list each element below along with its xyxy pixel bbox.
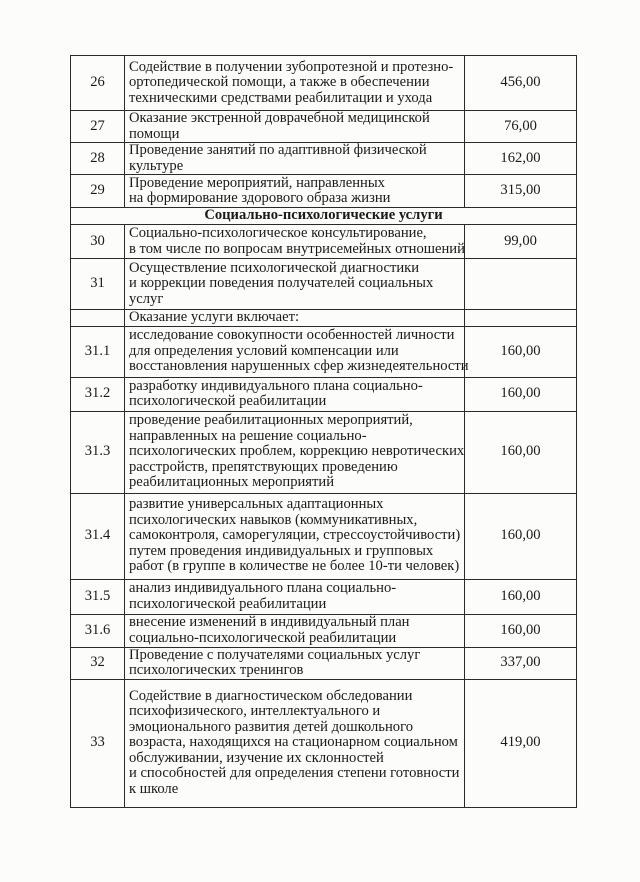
table-row: [71, 225, 577, 259]
description-line: возраста, находящихся на стационарном социальном: [129, 734, 458, 751]
service-price: 419,00: [465, 679, 577, 807]
service-price: 160,00: [465, 579, 577, 614]
service-price: 456,00: [465, 56, 577, 111]
description-line: внесение изменений в индивидуальный план: [129, 614, 410, 630]
table-row: [71, 647, 577, 679]
row-number: 29: [71, 175, 125, 208]
description-line: восстановления нарушенных сфер жизнедеятельности: [129, 358, 469, 375]
service-description: [125, 377, 465, 411]
description-line: и способностей для определения степени готовности: [129, 765, 460, 782]
row-number: 31.2: [71, 377, 125, 411]
description-line: обслуживании, изучение их склонностей: [129, 749, 384, 766]
row-number: 32: [71, 647, 125, 679]
service-price: 160,00: [465, 377, 577, 411]
service-description: [125, 259, 465, 310]
description-line: к школе: [129, 780, 179, 797]
description-line: проведение реабилитационных мероприятий,: [129, 412, 413, 429]
description-line: расстройств, препятствующих проведению: [129, 458, 398, 475]
service-description: [125, 175, 465, 208]
table-row: [71, 377, 577, 411]
row-number: 31: [71, 259, 125, 310]
description-line: ортопедической помощи, а также в обеспечении: [129, 74, 430, 91]
description-line: психологических тренингов: [129, 662, 304, 678]
table-row: [71, 411, 577, 493]
description-line: Проведение мероприятий, направленных: [129, 174, 385, 191]
service-description: [125, 579, 465, 614]
row-number: 33: [71, 679, 125, 807]
service-description: [125, 614, 465, 647]
description-line: помощи: [129, 125, 180, 142]
description-line: анализ индивидуального плана социально-: [129, 580, 397, 596]
service-description: [125, 225, 465, 259]
description-line: психологической реабилитации: [129, 595, 327, 612]
description-line: Проведение с получателями социальных услуг: [129, 646, 421, 663]
service-description: [125, 326, 469, 377]
description-line: Социально-психологическое консультирование,: [129, 225, 427, 241]
row-number: 30: [71, 225, 125, 259]
service-price: 160,00: [465, 614, 577, 647]
section-title: Социально-психологические услуги: [71, 208, 577, 225]
row-number: 28: [71, 143, 125, 175]
row-number: 26: [71, 56, 125, 111]
service-price: 160,00: [465, 326, 577, 377]
description-line: разработку индивидуального плана социально-: [129, 377, 423, 394]
service-price: 315,00: [465, 175, 577, 208]
service-price: 160,00: [465, 411, 577, 493]
description-line: самоконтроля, саморегуляции, стрессоустойчивости): [129, 527, 461, 544]
table-row: [71, 143, 577, 175]
service-price: 162,00: [465, 143, 577, 175]
service-description: [125, 411, 465, 493]
description-line: Проведение занятий по адаптивной физической: [129, 142, 427, 158]
table-row: [71, 175, 577, 208]
description-line: на формирование здорового образа жизни: [129, 190, 391, 206]
description-line: Осуществление психологической диагностики: [129, 259, 420, 276]
description-line: работ (в группе в количестве не более 10-ти человек): [129, 558, 460, 575]
description-line: Оказание услуги включает:: [129, 309, 300, 325]
description-line: для определения условий компенсации или: [129, 342, 399, 359]
description-line: психологических навыков (коммуникативных,: [129, 511, 418, 528]
service-description: [125, 493, 465, 579]
row-number: 31.1: [71, 326, 125, 377]
service-price: 337,00: [465, 647, 577, 679]
service-price: 160,00: [465, 493, 577, 579]
description-line: эмоционального развития детей дошкольного: [129, 718, 413, 735]
table-row: [71, 614, 577, 647]
table-row: [71, 111, 577, 143]
row-number: [71, 310, 125, 327]
service-price: 76,00: [465, 111, 577, 143]
service-description: [125, 310, 465, 327]
table-row: [71, 493, 577, 579]
description-line: и коррекции поведения получателей социальных: [129, 275, 434, 292]
row-number: 31.3: [71, 411, 125, 493]
description-line: Оказание экстренной доврачебной медицинской: [129, 110, 430, 126]
service-description: [125, 143, 465, 175]
description-line: психологических проблем, коррекцию невротических: [129, 443, 465, 460]
service-description: [125, 679, 465, 807]
description-line: развитие универсальных адаптационных: [129, 496, 384, 513]
service-description: [125, 56, 465, 111]
description-line: культуре: [129, 157, 184, 174]
description-line: в том числе по вопросам внутрисемейных отношений: [129, 240, 465, 257]
table-row: [71, 326, 577, 377]
description-line: психологической реабилитации: [129, 393, 327, 409]
service-price: [465, 310, 577, 327]
table-row: [71, 679, 577, 807]
table-row: [71, 56, 577, 111]
description-line: техническими средствами реабилитации и ухода: [129, 89, 433, 106]
description-line: услуг: [129, 290, 164, 307]
table-body: [71, 56, 577, 808]
table-row: [71, 310, 577, 327]
row-number: 31.4: [71, 493, 125, 579]
description-line: путем проведения индивидуальных и групповых: [129, 542, 434, 559]
description-line: направленных на решение социально-: [129, 427, 367, 444]
table-row: [71, 579, 577, 614]
description-line: Содействие в получении зубопротезной и протезно-: [129, 58, 454, 75]
row-number: 31.5: [71, 579, 125, 614]
row-number: 31.6: [71, 614, 125, 647]
description-line: реабилитационных мероприятий: [129, 474, 335, 491]
description-line: психофизического, интеллектуального и: [129, 703, 381, 720]
table-row: [71, 259, 577, 310]
description-line: исследование совокупности особенностей личности: [129, 327, 455, 344]
section-header-row: [71, 208, 577, 225]
row-number: 27: [71, 111, 125, 143]
service-price: [465, 259, 577, 310]
description-line: социально-психологической реабилитации: [129, 629, 397, 646]
service-description: [125, 111, 465, 143]
service-description: [125, 647, 465, 679]
service-price: 99,00: [465, 225, 577, 259]
description-line: Содействие в диагностическом обследовании: [129, 687, 413, 704]
services-price-table: [70, 55, 577, 808]
